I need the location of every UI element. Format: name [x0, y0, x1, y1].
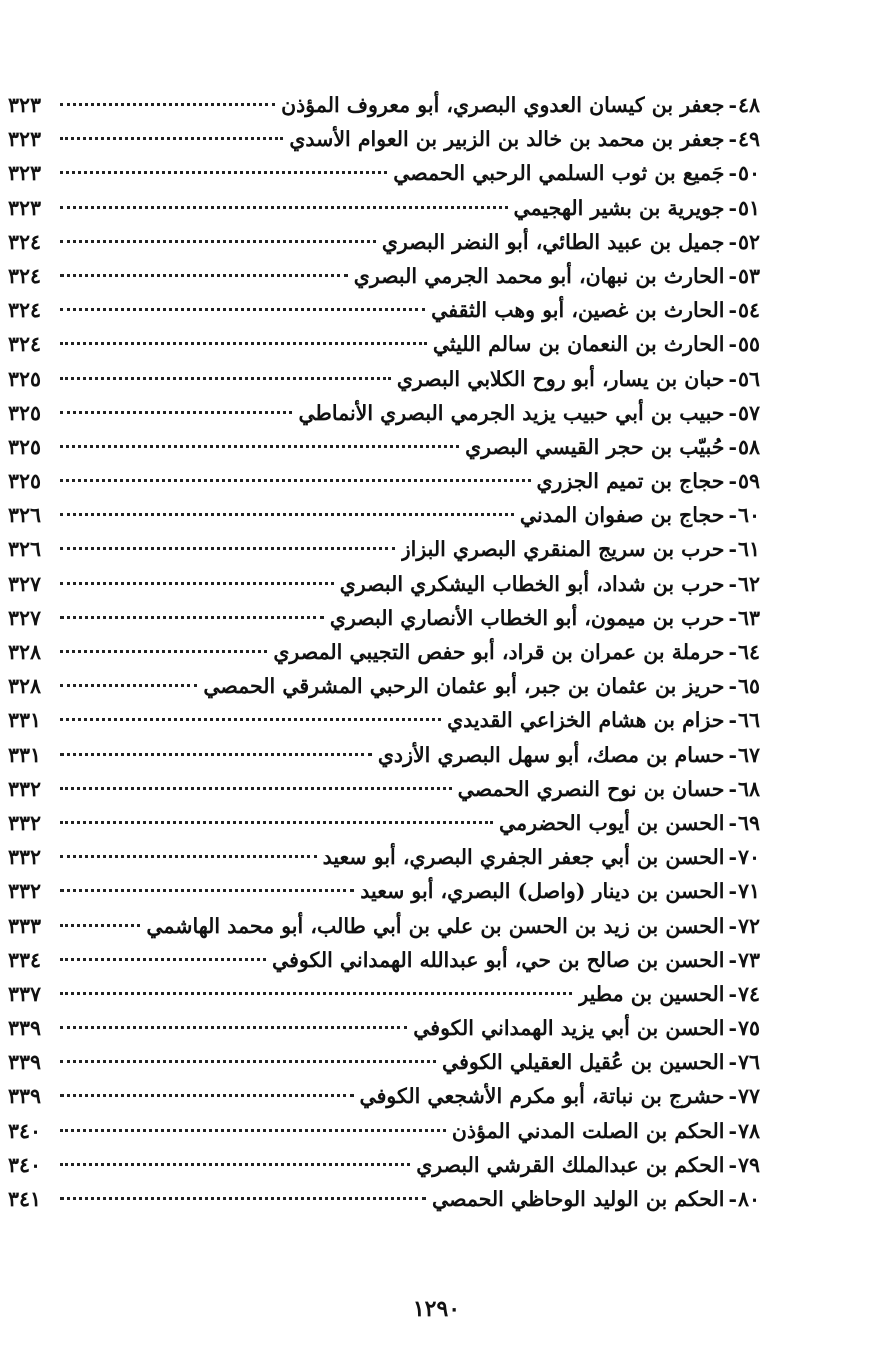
entry-title: جميل بن عبيد الطائي، أبو النضر البصري	[381, 229, 725, 254]
entry-page-number: ٣٣٢	[8, 879, 42, 904]
entry-number: ٧٦	[737, 1050, 760, 1075]
dot-leader	[60, 1197, 426, 1200]
entry-separator: -	[728, 537, 737, 562]
entry-page-number: ٣٣٩	[8, 1050, 42, 1075]
entry-title: حزام بن هشام الخزاعي القديدي	[447, 708, 725, 733]
entry-title: حسام بن مصك، أبو سهل البصري الأزدي	[377, 742, 725, 767]
entry-number: ٧٨	[737, 1118, 760, 1143]
entry-page-number: ٣٣١	[8, 708, 42, 733]
entry-title: الحسن بن أبي يزيد الهمداني الكوفي	[413, 1016, 725, 1041]
toc-entry	[8, 396, 760, 430]
page-number: ١٢٩٠	[412, 1296, 461, 1322]
dot-leader	[60, 753, 372, 756]
entry-number: ٧٢	[737, 913, 760, 938]
entry-title: الحكم بن عبدالملك القرشي البصري	[416, 1152, 725, 1177]
dot-leader	[60, 582, 334, 585]
entry-page-number: ٣٣٢	[8, 776, 42, 801]
entry-title: حبيب بن أبي حبيب يزيد الجرمي البصري الأنماطي	[298, 400, 725, 425]
entry-number: ٥٣	[737, 263, 760, 288]
toc-entry	[8, 840, 760, 874]
entry-page-number: ٣٢٥	[8, 400, 42, 425]
entry-separator: -	[728, 742, 737, 767]
entry-title: حرب بن سريج المنقري البصري البزاز	[400, 537, 725, 562]
entry-number: ٦٠	[737, 503, 760, 528]
entry-separator: -	[728, 298, 737, 323]
dot-leader	[60, 274, 348, 277]
dot-leader	[60, 513, 514, 516]
dot-leader	[60, 479, 531, 482]
entry-title: الحسن بن صالح بن حي، أبو عبدالله الهمداني الكوفي	[272, 947, 725, 972]
entry-title: حريز بن عثمان بن جبر، أبو عثمان الرحبي المشرقي الحمصي	[203, 674, 725, 699]
entry-separator: -	[728, 1016, 737, 1041]
entry-title: الحسن بن أيوب الحضرمي	[499, 810, 725, 835]
entry-title: الحكم بن الوليد الوحاظي الحمصي	[431, 1187, 725, 1211]
entry-number: ٧٥	[737, 1016, 760, 1041]
toc-entry	[8, 874, 760, 908]
dot-leader	[60, 1060, 436, 1063]
toc-entry	[8, 977, 760, 1011]
dot-leader	[60, 1163, 410, 1166]
toc-entry	[8, 532, 760, 566]
toc-entry	[8, 1114, 760, 1148]
toc-entry	[8, 738, 760, 772]
toc-entry	[8, 88, 760, 122]
toc-entry	[8, 191, 760, 225]
entry-separator: -	[728, 366, 737, 391]
entry-page-number: ٣٢٣	[8, 195, 42, 220]
entry-title: حرملة بن عمران بن قراد، أبو حفص التجيبي المصري	[273, 640, 725, 664]
entry-number: ٦٩	[737, 810, 760, 835]
entry-title: الحسين بن عُقيل العقيلي الكوفي	[442, 1050, 725, 1075]
toc-entry	[8, 567, 760, 601]
dot-leader	[60, 171, 387, 174]
entry-number: ٦١	[737, 537, 760, 562]
entry-title: الحارث بن نبهان، أبو محمد الجرمي البصري	[353, 263, 725, 288]
dot-leader	[60, 308, 425, 311]
toc-entry	[8, 909, 760, 943]
entry-title: حجاج بن صفوان المدني	[519, 503, 725, 528]
toc-entry	[8, 430, 760, 464]
dot-leader	[60, 684, 197, 687]
toc-entry	[8, 1011, 760, 1045]
entry-page-number: ٣٢٨	[8, 640, 42, 664]
entry-number: ٥٢	[737, 229, 760, 254]
entry-separator: -	[728, 981, 737, 1006]
entry-number: ٧٧	[737, 1084, 760, 1109]
entry-page-number: ٣٣٤	[8, 947, 42, 972]
entry-separator: -	[728, 1187, 737, 1211]
entry-title: حسان بن نوح النصري الحمصي	[457, 776, 725, 801]
entry-title: حجاج بن تميم الجزري	[536, 469, 725, 494]
entry-title: حشرج بن نباتة، أبو مكرم الأشجعي الكوفي	[359, 1084, 725, 1109]
dot-leader	[60, 342, 427, 345]
entry-separator: -	[728, 161, 737, 186]
dot-leader	[60, 855, 317, 858]
entry-page-number: ٣٣٢	[8, 810, 42, 835]
dot-leader	[60, 787, 452, 790]
entry-separator: -	[728, 571, 737, 596]
dot-leader	[60, 616, 324, 619]
entry-separator: -	[728, 1118, 737, 1143]
entry-number: ٥٥	[737, 332, 760, 357]
entry-separator: -	[728, 605, 737, 630]
entry-separator: -	[728, 810, 737, 835]
entry-separator: -	[728, 776, 737, 801]
entry-page-number: ٣٤٠	[8, 1118, 42, 1143]
entry-page-number: ٣٢٨	[8, 674, 42, 699]
entry-separator: -	[728, 913, 737, 938]
dot-leader	[60, 992, 572, 995]
entry-separator: -	[728, 1084, 737, 1109]
dot-leader	[60, 377, 391, 380]
dot-leader	[60, 206, 508, 209]
entry-number: ٥٩	[737, 469, 760, 494]
toc-entry	[8, 464, 760, 498]
entry-separator: -	[728, 947, 737, 972]
entry-separator: -	[728, 503, 737, 528]
entry-number: ٧٣	[737, 947, 760, 972]
entry-page-number: ٣٣١	[8, 742, 42, 767]
entry-number: ٦٦	[737, 708, 760, 733]
entry-page-number: ٣٢٦	[8, 503, 42, 528]
entry-separator: -	[728, 332, 737, 357]
toc-entry	[8, 601, 760, 635]
toc-entry	[8, 1045, 760, 1079]
toc-entry	[8, 259, 760, 293]
entry-number: ٦٢	[737, 571, 760, 596]
entry-number: ٥١	[737, 195, 760, 220]
entry-title: الحكم بن الصلت المدني المؤذن	[451, 1118, 725, 1143]
entry-title: جَميع بن ثوب السلمي الرحبي الحمصي	[393, 161, 725, 186]
toc-entry	[8, 293, 760, 327]
entry-separator: -	[728, 879, 737, 904]
toc-entry	[8, 669, 760, 703]
entry-number: ٧١	[737, 879, 760, 904]
entry-separator: -	[728, 640, 737, 664]
entry-separator: -	[728, 708, 737, 733]
dot-leader	[60, 547, 395, 550]
entry-page-number: ٣٣٩	[8, 1084, 42, 1109]
dot-leader	[60, 821, 493, 824]
entry-page-number: ٣٢٥	[8, 366, 42, 391]
toc-entry	[8, 225, 760, 259]
entry-separator: -	[728, 127, 737, 152]
entry-number: ٦٨	[737, 776, 760, 801]
entry-separator: -	[728, 674, 737, 699]
entry-title: الحسين بن مطير	[578, 981, 725, 1006]
dot-leader	[60, 924, 140, 927]
dot-leader	[60, 1094, 354, 1097]
entry-number: ٤٨	[737, 93, 760, 117]
entry-separator: -	[728, 1152, 737, 1177]
entry-title: الحارث بن النعمان بن سالم الليثي	[432, 332, 725, 357]
entry-separator: -	[728, 229, 737, 254]
entry-title: حرب بن شداد، أبو الخطاب اليشكري البصري	[339, 571, 725, 596]
entry-number: ٤٩	[737, 127, 760, 152]
dot-leader	[60, 889, 354, 892]
entry-page-number: ٣٢٣	[8, 161, 42, 186]
entry-page-number: ٣٤٠	[8, 1152, 42, 1177]
entry-title: جعفر بن محمد بن خالد بن الزبير بن العوام الأسدي	[289, 127, 725, 152]
entry-number: ٧٤	[737, 981, 760, 1006]
entry-number: ٧٩	[737, 1152, 760, 1177]
entry-page-number: ٣٢٧	[8, 571, 42, 596]
entry-number: ٥٤	[737, 298, 760, 323]
entry-title: جويرية بن بشير الهجيمي	[513, 195, 725, 220]
entry-separator: -	[728, 845, 737, 870]
entry-title: الحارث بن غصين، أبو وهب الثقفي	[431, 298, 725, 323]
toc-entry	[8, 362, 760, 396]
entry-page-number: ٣٢٥	[8, 469, 42, 494]
entry-number: ٥٨	[737, 434, 760, 459]
entry-page-number: ٣٢٣	[8, 127, 42, 152]
entry-title: الحسن بن دينار (واصل) البصري، أبو سعيد	[360, 879, 725, 904]
toc-entry	[8, 1148, 760, 1182]
entry-page-number: ٣٤١	[8, 1187, 42, 1211]
entry-title: حبان بن يسار، أبو روح الكلابي البصري	[396, 366, 725, 391]
entry-page-number: ٣٢٤	[8, 229, 42, 254]
toc-entry	[8, 327, 760, 361]
toc-entry	[8, 498, 760, 532]
entry-number: ٦٤	[737, 640, 760, 664]
entry-number: ٦٧	[737, 742, 760, 767]
entry-page-number: ٣٢٤	[8, 332, 42, 357]
entry-separator: -	[728, 400, 737, 425]
table-of-contents	[8, 88, 760, 1216]
entry-separator: -	[728, 263, 737, 288]
toc-entry	[8, 635, 760, 669]
dot-leader	[60, 958, 266, 961]
entry-separator: -	[728, 434, 737, 459]
entry-number: ٦٥	[737, 674, 760, 699]
dot-leader	[60, 103, 275, 106]
entry-number: ٧٠	[737, 845, 760, 870]
entry-page-number: ٣٢٣	[8, 93, 42, 117]
entry-separator: -	[728, 1050, 737, 1075]
entry-page-number: ٣٢٤	[8, 298, 42, 323]
toc-entry	[8, 943, 760, 977]
entry-title: الحسن بن أبي جعفر الجفري البصري، أبو سعيد	[322, 845, 725, 870]
dot-leader	[60, 650, 267, 653]
entry-separator: -	[728, 93, 737, 117]
dot-leader	[60, 1129, 446, 1132]
entry-number: ٥٠	[737, 161, 760, 186]
entry-page-number: ٣٣٩	[8, 1016, 42, 1041]
dot-leader	[60, 240, 376, 243]
entry-separator: -	[728, 469, 737, 494]
entry-title: حُبيّب بن حجر القيسي البصري	[465, 434, 725, 459]
entry-page-number: ٣٢٤	[8, 263, 42, 288]
dot-leader	[60, 445, 459, 448]
dot-leader	[60, 137, 283, 140]
entry-number: ٦٣	[737, 605, 760, 630]
entry-page-number: ٣٣٢	[8, 845, 42, 870]
entry-page-number: ٣٢٧	[8, 605, 42, 630]
entry-title: الحسن بن زيد بن الحسن بن علي بن أبي طالب، أبو محمد الهاشمي	[146, 913, 725, 938]
entry-number: ٥٦	[737, 366, 760, 391]
dot-leader	[60, 411, 292, 414]
entry-title: حرب بن ميمون، أبو الخطاب الأنصاري البصري	[329, 605, 725, 630]
entry-number: ٥٧	[737, 400, 760, 425]
entry-page-number: ٣٢٥	[8, 434, 42, 459]
dot-leader	[60, 1026, 407, 1029]
toc-entry	[8, 1079, 760, 1113]
dot-leader	[60, 718, 441, 721]
toc-entry	[8, 122, 760, 156]
toc-entry	[8, 772, 760, 806]
toc-entry	[8, 1182, 760, 1216]
entry-separator: -	[728, 195, 737, 220]
entry-page-number: ٣٢٦	[8, 537, 42, 562]
toc-page	[8, 88, 760, 1368]
toc-entry	[8, 806, 760, 840]
entry-page-number: ٣٣٣	[8, 913, 42, 938]
entry-title: جعفر بن كيسان العدوي البصري، أبو معروف المؤذن	[281, 93, 725, 117]
entry-page-number: ٣٣٧	[8, 981, 42, 1006]
entry-number: ٨٠	[737, 1187, 760, 1211]
toc-entry	[8, 703, 760, 737]
toc-entry	[8, 156, 760, 190]
